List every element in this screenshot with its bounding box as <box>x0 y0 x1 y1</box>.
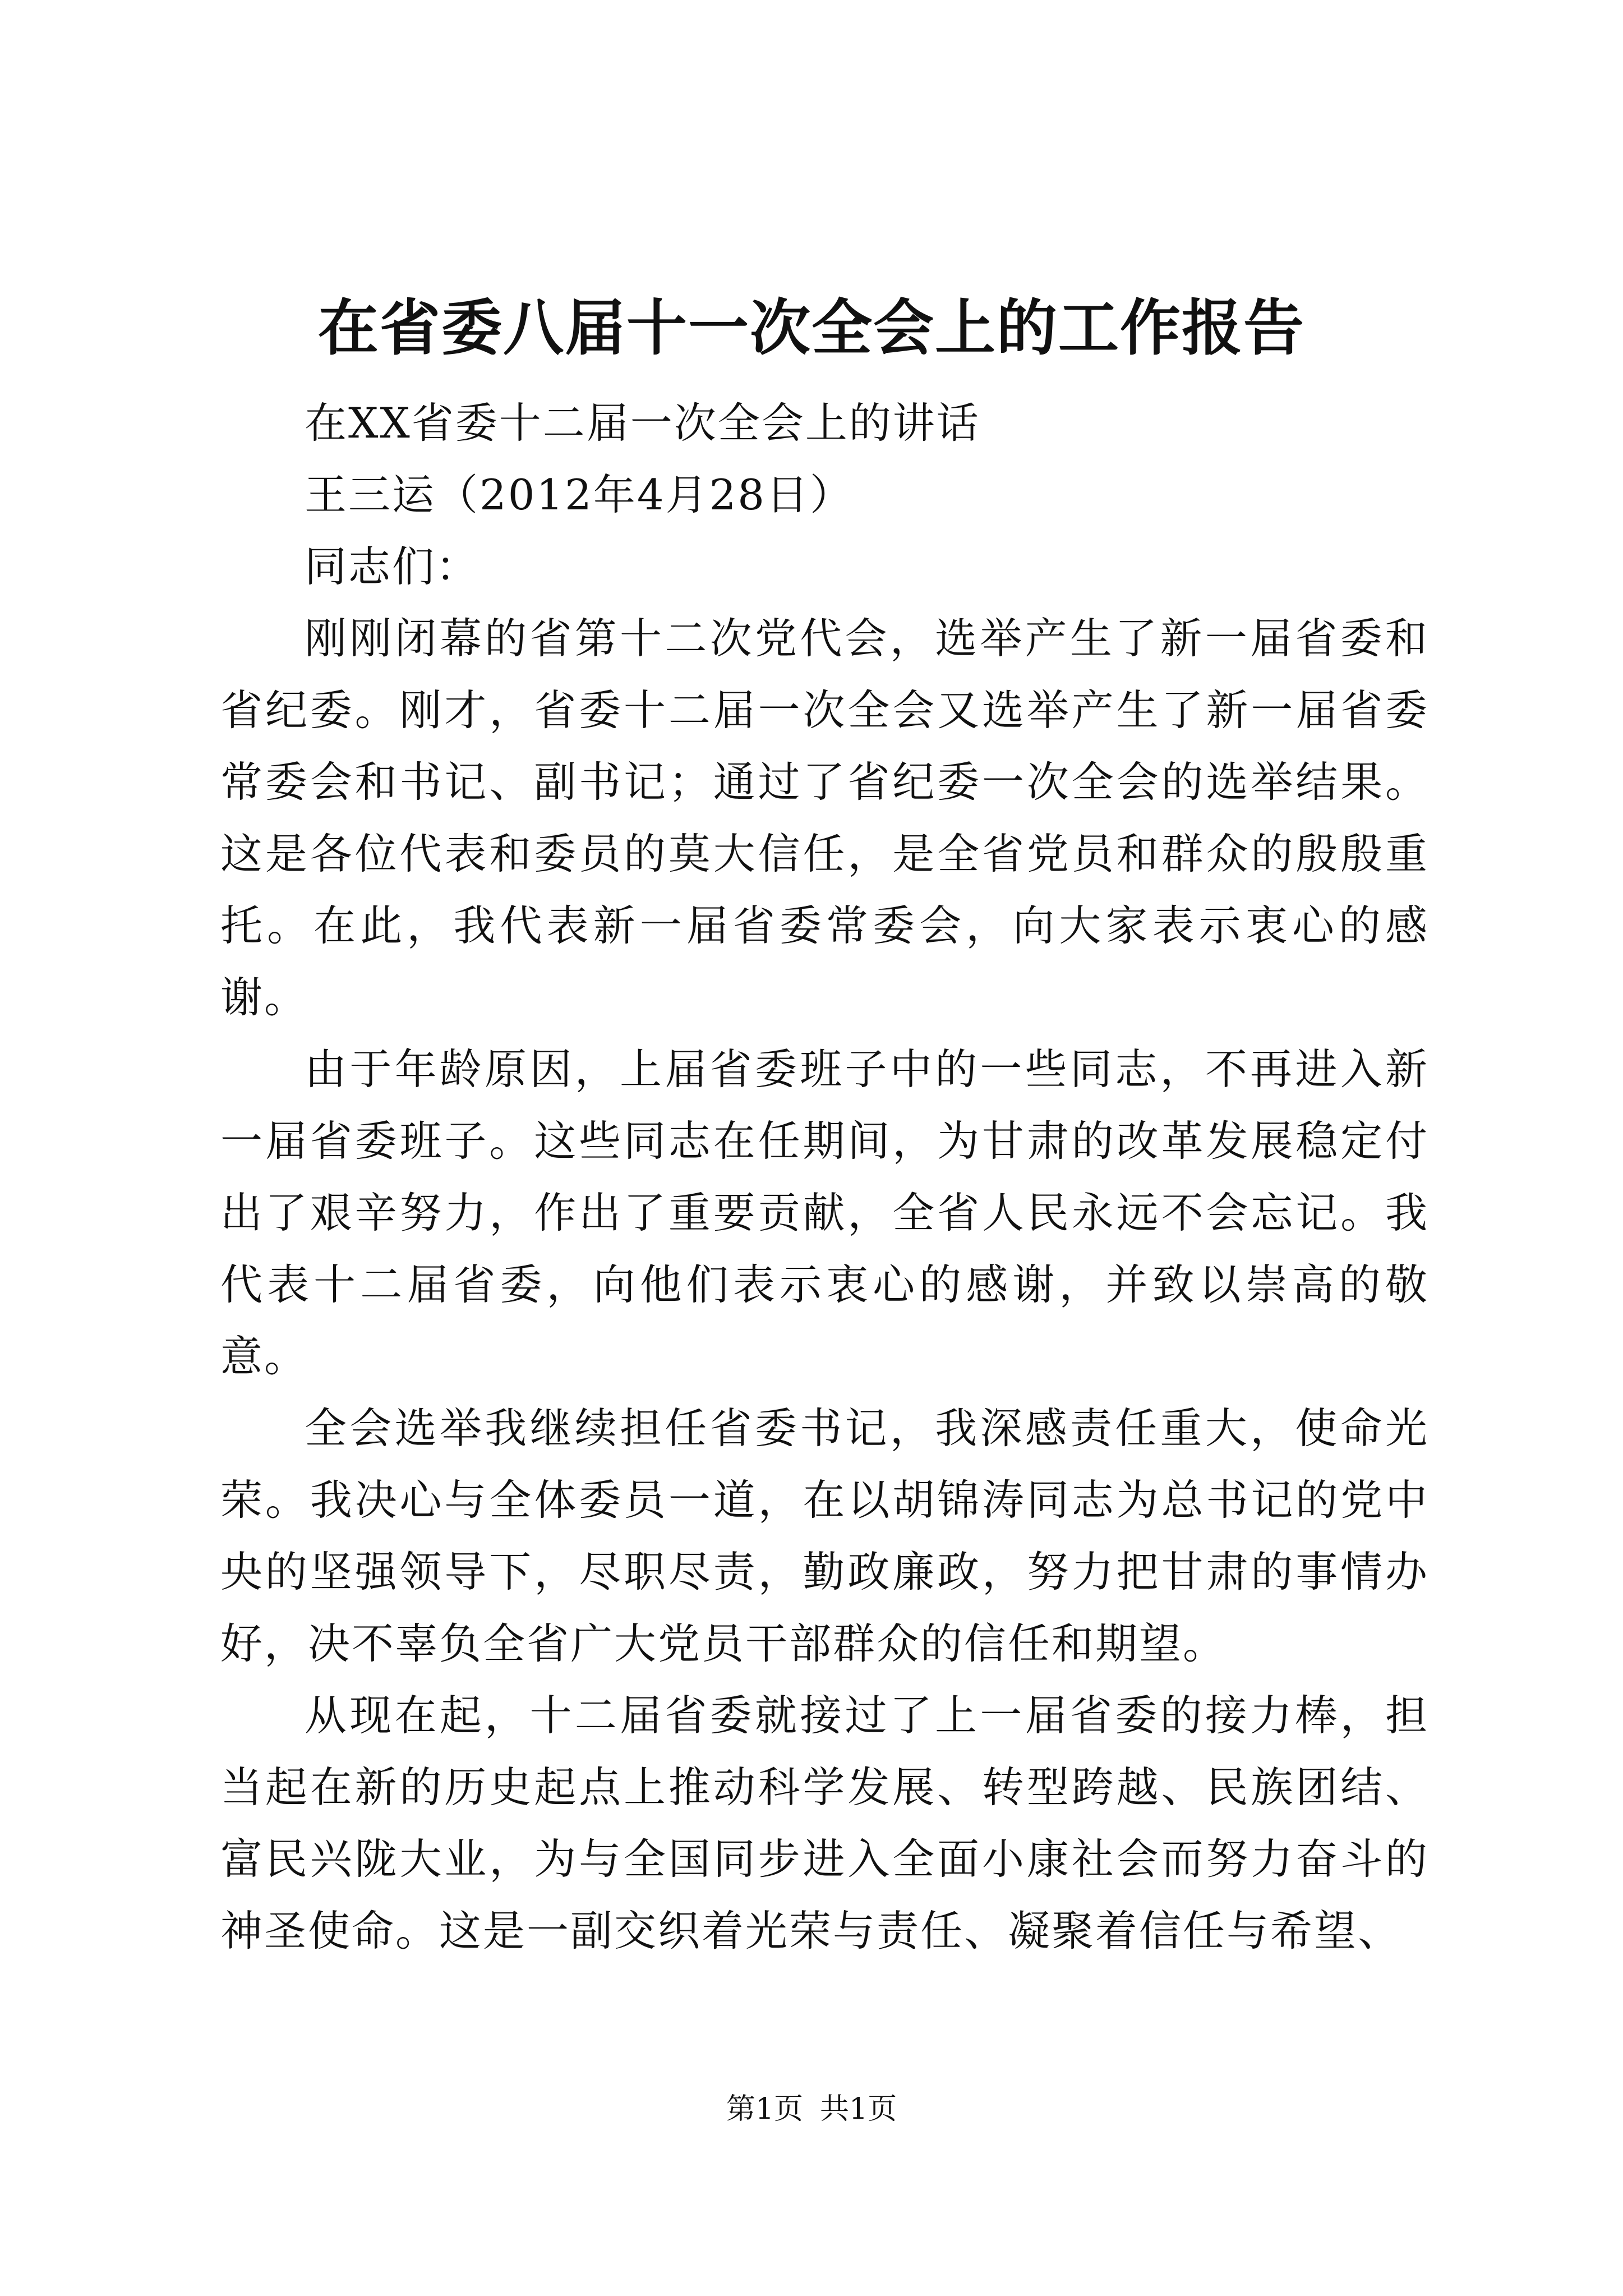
salutation: 同志们： <box>305 542 480 591</box>
body-paragraph: 由于年龄原因，上届省委班子中的一些同志，不再进入新一届省委班子。这些同志在任期间，为甘肃的改革发展稳定付出了艰辛努力，作出了重要贡献，全省人民永远不会忘记。我代表十二届省委，向他们表示衷心的感谢，并致以崇高的敬意。 <box>220 1045 1429 1381</box>
page-number: 第1页 <box>726 2092 803 2126</box>
body-paragraph: 全会选举我继续担任省委书记，我深感责任重大，使命光荣。我决心与全体委员一道，在以胡锦涛同志为总书记的党中央的坚强领导下，尽职尽责，勤政廉政，努力把甘肃的事情办好，决不辜负全省广大党员干部群众的信任和期望。 <box>220 1404 1429 1668</box>
speech-heading: 在XX省委十二届一次全会上的讲话 <box>305 398 980 448</box>
speaker-date: 王三运（2012年4月28日） <box>305 470 854 519</box>
document-body <box>220 387 1429 1967</box>
page-footer <box>0 2090 1623 2129</box>
body-paragraph: 从现在起，十二届省委就接过了上一届省委的接力棒，担当起在新的历史起点上推动科学发展、转型跨越、民族团结、富民兴陇大业，为与全国同步进入全面小康社会而努力奋斗的神圣使命。这是一副交织着光荣与责任、凝聚着信任与希望、 <box>220 1691 1429 1955</box>
document-title: 在省委八届十一次全会上的工作报告 <box>317 293 1305 364</box>
body-paragraph: 刚刚闭幕的省第十二次党代会，选举产生了新一届省委和省纪委。刚才，省委十二届一次全会又选举产生了新一届省委常委会和书记、副书记；通过了省纪委一次全会的选举结果。这是各位代表和委员的莫大信任，是全省党员和群众的殷殷重托。在此，我代表新一届省委常委会，向大家表示衷心的感谢。 <box>220 614 1429 1022</box>
total-pages: 共1页 <box>820 2092 897 2126</box>
